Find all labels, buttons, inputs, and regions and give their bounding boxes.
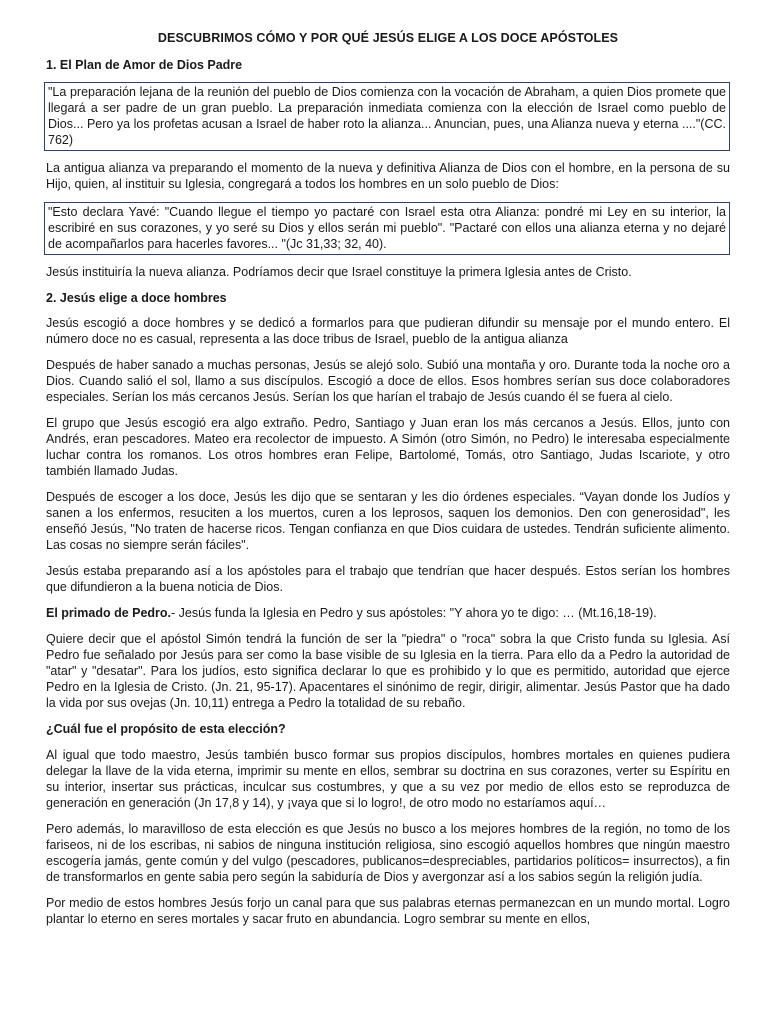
primado-paragraph — [46, 605, 730, 621]
page-title: DESCUBRIMOS CÓMO Y POR QUÉ JESÚS ELIGE A LOS DOCE APÓSTOLES — [157, 31, 619, 45]
quote-box-jeremias — [44, 202, 730, 255]
paragraph: Jesús escogió a doce hombres y se dedicó a formarlos para que pudieran difundir su mensaje por el mundo entero. El número doce no es casual, representa a las doce tribus de Israel, pueblo de la antigua alianza — [46, 316, 730, 346]
paragraph: Jesús instituiría la nueva alianza. Podríamos decir que Israel constituye la primera Iglesia antes de Cristo. — [46, 265, 632, 279]
paragraph: Después de haber sanado a muchas personas, Jesús se alejó solo. Subió una montaña y oro. Durante toda la noche oro a Dios. Cuando salió el sol, llamo a sus discípulos. Escogió a doce de ellos. Esos hombres serían sus doce colaboradores especiales. Serían los más cercanos Jesús. Serían los que harían el trabajo de Jesús cuando él se fuera al cielo. — [46, 358, 730, 404]
paragraph: Pero además, lo maravilloso de esta elección es que Jesús no busco a los mejores hombres de la región, no tomo de los fariseos, ni de los escribas, ni sabios de ninguna institución religiosa, sino escogió aquellos hombres que ningún maestro escogería jamás, gente común y del vulgo (pescadores, publicanos=despreciables, partidarios políticos= insurrectos), a fin de transformarlos en gente sabia pero según la sabiduría de Dios y avergonzar así a los sabios según la religión judía. — [46, 822, 730, 884]
document-page — [46, 30, 730, 937]
quote-text: "Esto declara Yavé: "Cuando llegue el tiempo yo pactaré con Israel esta otra Alianza: pondré mi Ley en su interior, la escribiré en sus corazones, y yo seré su Dios y ellos serán mi pueblo". "Pactaré con ellos una alianza eterna y no dejaré de acompañarlos para hacerles favores... "(Jc 31,33; 32, 40). — [48, 205, 726, 251]
paragraph: El grupo que Jesús escogió era algo extraño. Pedro, Santiago y Juan eran los más cercanos a Jesús. Ellos, junto con Andrés, eran pescadores. Mateo era recolector de impuesto. A Simón (otro Simón, no Pedro) le interesaba especialmente luchar contra los romanos. Los otros hombres eran Felipe, Bartolomé, Tomás, otro Santiago, Judas Iscariote, y otro también llamado Judas. — [46, 416, 730, 478]
paragraph: Jesús estaba preparando así a los apóstoles para el trabajo que tendrían que hacer después. Estos serían los hombres que difundieron a la buena noticia de Dios. — [46, 564, 730, 594]
paragraph: Quiere decir que el apóstol Simón tendrá la función de ser la "piedra" o "roca" sobra la que Cristo funda su Iglesia. Así Pedro fue señalado por Jesús para ser como la base visible de su Iglesia en la tierra. Para ello da a Pedro la autoridad de "atar" y "desatar". Para los judíos, esto significa declarar lo que es prohibido y lo que es permitido, autoridad que ejerce Pedro en la Iglesia de Cristo. (Jn. 21, 95-17). Apacentares el sinónimo de regir, dirigir, alimentar. Jesús Pastor que ha dado la vida por sus ovejas (Jn. 10,11) entrega a Pedro la totalidad de su rebaño. — [46, 632, 730, 710]
primado-label: El primado de Pedro. — [46, 606, 172, 620]
section-heading-plan-de-amor: 1. El Plan de Amor de Dios Padre — [46, 58, 243, 72]
paragraph: Después de escoger a los doce, Jesús les dijo que se sentaran y les dio órdenes especiales. “Vayan donde los Judíos y sanen a los enfermos, resuciten a los muertos, curen a los leprosos, saquen los demonios. Den con generosidad", les enseñó Jesús, "No traten de hacerse ricos. Tengan confianza en que Dios cuidara de ustedes. Tendrán suficiente alimento. Las cosas no siempre serán fáciles". — [46, 490, 730, 552]
section-heading-doce-hombres: 2. Jesús elige a doce hombres — [46, 291, 227, 305]
quote-box-cc-762 — [44, 82, 730, 151]
quote-text: "La preparación lejana de la reunión del pueblo de Dios comienza con la vocación de Abraham, a quien Dios promete que llegará a ser padre de un gran pueblo. La preparación inmediata comienza con la elección de Israel como pueblo de Dios... Pero ya los profetas acusan a Israel de haber roto la alianza... Anuncian, pues, una Alianza nueva y eterna ...."(CC. 762) — [48, 85, 726, 147]
primado-text: - Jesús funda la Iglesia en Pedro y sus apóstoles: "Y ahora yo te digo: … (Mt.16,18-19). — [171, 606, 657, 620]
paragraph: Por medio de estos hombres Jesús forjo un canal para que sus palabras eternas permanezcan en un mundo mortal. Logro plantar lo eterno en seres mortales y sacar fruto en abundancia. Logro sembrar su mente en ellos, — [46, 896, 730, 926]
paragraph: Al igual que todo maestro, Jesús también busco formar sus propios discípulos, hombres mortales en quienes pudiera delegar la llave de la vida eterna, imprimir su mente en ellos, sembrar su doctrina en sus corazones, verter su Espíritu en su interior, insertar sus prácticas, inculcar sus costumbres, y que a su vez por medio de ellos esto se reproduzca de generación en generación (Jn 17,8 y 14), y ¡vaya que si lo logro!, de otro modo no estaríamos aquí… — [46, 748, 730, 810]
question-heading: ¿Cuál fue el propósito de esta elección? — [46, 722, 286, 736]
paragraph: La antigua alianza va preparando el momento de la nueva y definitiva Alianza de Dios con el hombre, en la persona de su Hijo, quien, al instituir su Iglesia, congregará a todos los hombres en un solo pueblo de Dios: — [46, 161, 730, 191]
